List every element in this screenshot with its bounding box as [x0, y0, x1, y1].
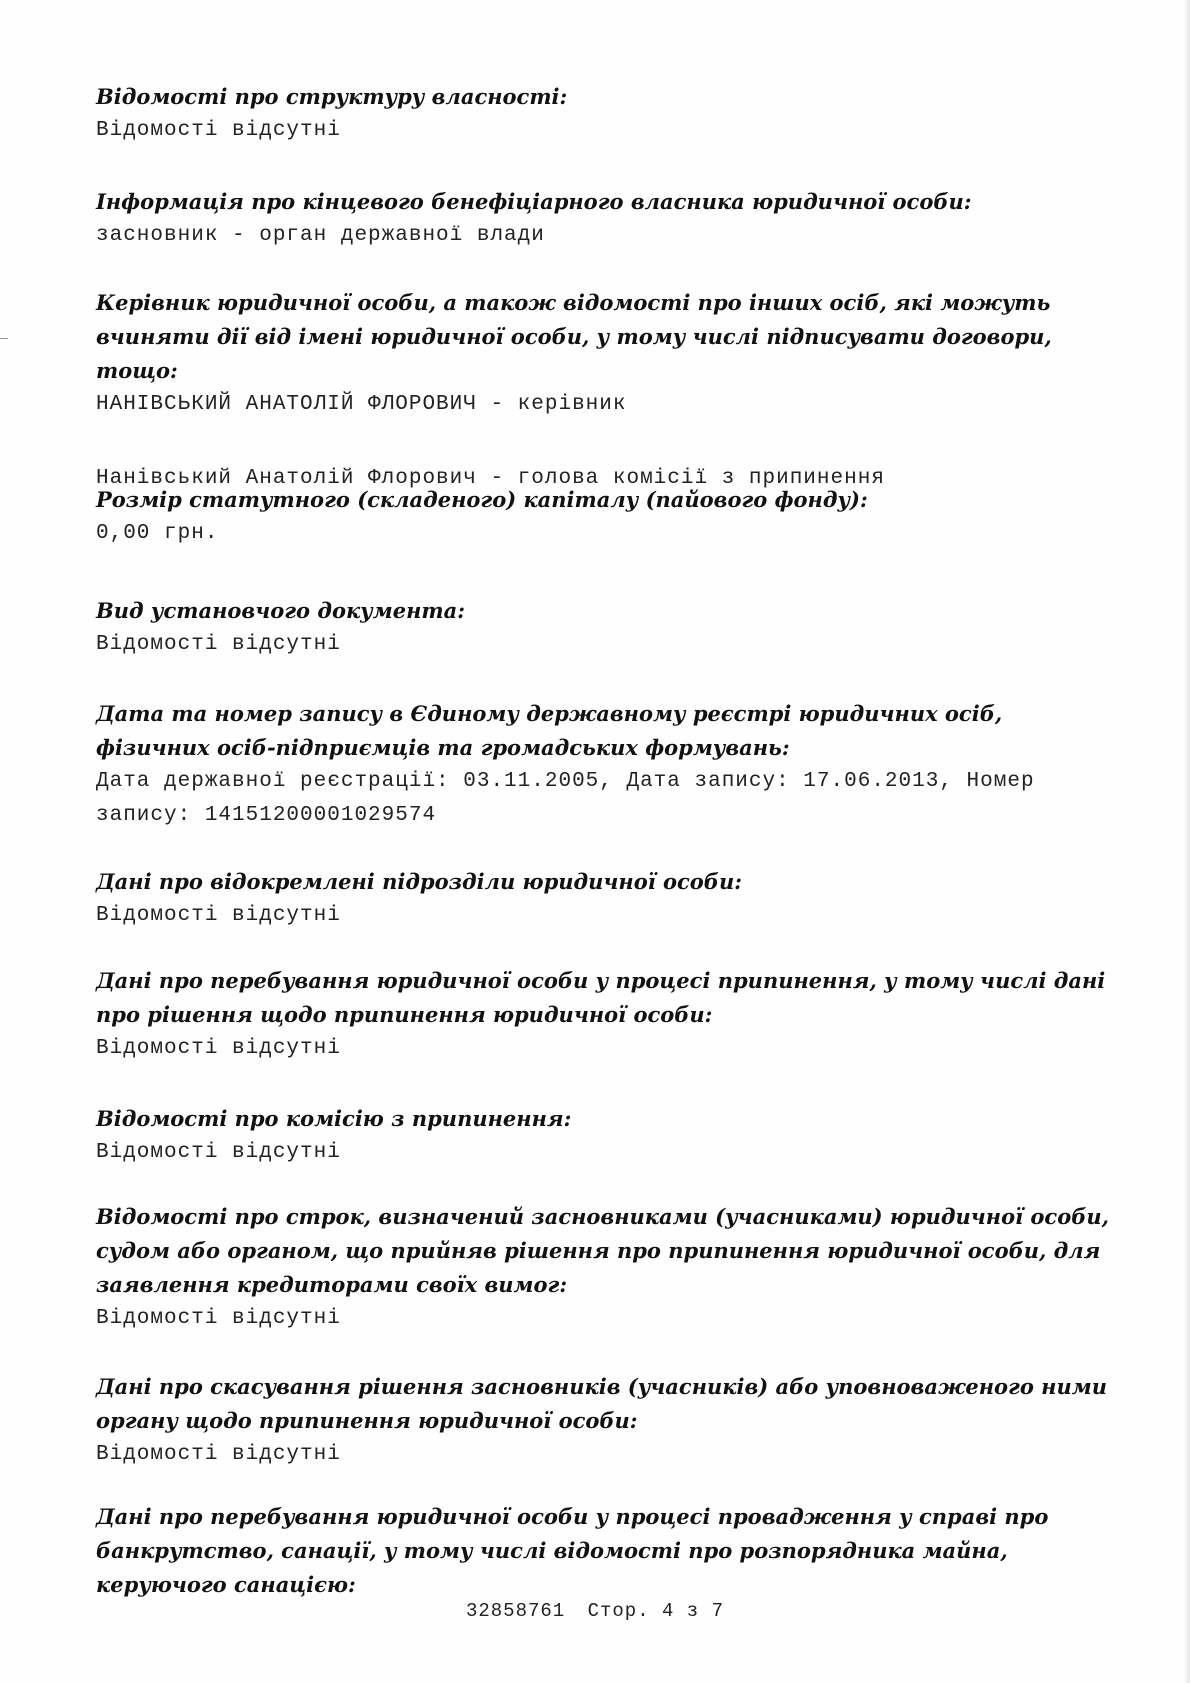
section-heading: Дані про перебування юридичної особи у процесі провадження у справі про банкрутство, санації, у тому числі відомості про розпорядника майна, керуючого санацією: — [96, 1504, 1049, 1597]
section-head-and-signatories — [96, 286, 1116, 496]
section-value: Відомості відсутні — [96, 633, 341, 656]
section-value: НАНІВСЬКИЙ АНАТОЛІЙ ФЛОРОВИЧ - керівник — [96, 393, 627, 416]
section-termination-commission — [96, 1102, 1116, 1170]
section-heading: Керівник юридичної особи, а також відомості про інших осіб, які можуть вчиняти дії від імені юридичної особи, у тому числі підписувати договори, тощо: — [96, 290, 1052, 383]
section-registry-record — [96, 697, 1116, 833]
section-heading: Дата та номер запису в Єдиному державному реєстрі юридичних осіб, фізичних осіб-підприємців та громадських формувань: — [96, 701, 1003, 760]
page-footer — [0, 1600, 1190, 1622]
section-heading: Відомості про строк, визначений засновниками (учасниками) юридичної особи, судом або органом, що прийняв рішення про припинення юридичної особи, для заявлення кредиторами своїх вимог: — [96, 1204, 1109, 1297]
section-value: Нанівський Анатолій Флорович - голова комісії з припинення — [96, 467, 885, 490]
section-value: Відомості відсутні — [96, 1037, 341, 1060]
page-number: Стор. 4 з 7 — [587, 1600, 725, 1622]
section-value: 0,00 грн. — [96, 522, 219, 545]
section-value: Дата державної реєстрації: 03.11.2005, Дата запису: 17.06.2013, Номер запису: 14151200001029574 — [96, 770, 1049, 827]
section-value: Відомості відсутні — [96, 1307, 341, 1330]
section-termination-cancellation — [96, 1370, 1116, 1472]
section-founding-document — [96, 594, 1116, 662]
section-value: засновник - орган державної влади — [96, 224, 545, 247]
section-heading: Відомості про структуру власності: — [96, 84, 568, 109]
section-heading: Дані про перебування юридичної особи у процесі припинення, у тому числі дані про рішення щодо припинення юридичної особи: — [96, 968, 1106, 1027]
section-value: Відомості відсутні — [96, 119, 341, 142]
section-heading: Вид установчого документа: — [96, 598, 465, 623]
section-value: Відомості відсутні — [96, 1443, 341, 1466]
section-value: Відомості відсутні — [96, 1141, 341, 1164]
section-heading: Дані про відокремлені підрозділи юридичної особи: — [96, 869, 742, 894]
scan-tick-mark — [0, 338, 8, 339]
section-charter-capital — [96, 483, 1116, 551]
page-edge-shadow — [1184, 0, 1190, 1683]
section-ownership-structure — [96, 80, 1116, 148]
document-code: 32858761 — [465, 1600, 566, 1622]
section-value: Відомості відсутні — [96, 904, 341, 927]
section-bankruptcy-proceedings — [96, 1500, 1116, 1602]
section-beneficial-owner — [96, 185, 1116, 253]
section-heading: Відомості про комісію з припинення: — [96, 1106, 572, 1131]
section-heading: Розмір статутного (складеного) капіталу (пайового фонду): — [96, 487, 868, 512]
section-heading: Дані про скасування рішення засновників (учасників) або уповноваженого ними органу щодо припинення юридичної особи: — [96, 1374, 1107, 1433]
section-separate-divisions — [96, 865, 1116, 933]
section-creditor-claims-deadline — [96, 1200, 1116, 1336]
section-heading: Інформація про кінцевого бенефіціарного власника юридичної особи: — [96, 189, 972, 214]
section-termination-process — [96, 964, 1116, 1066]
